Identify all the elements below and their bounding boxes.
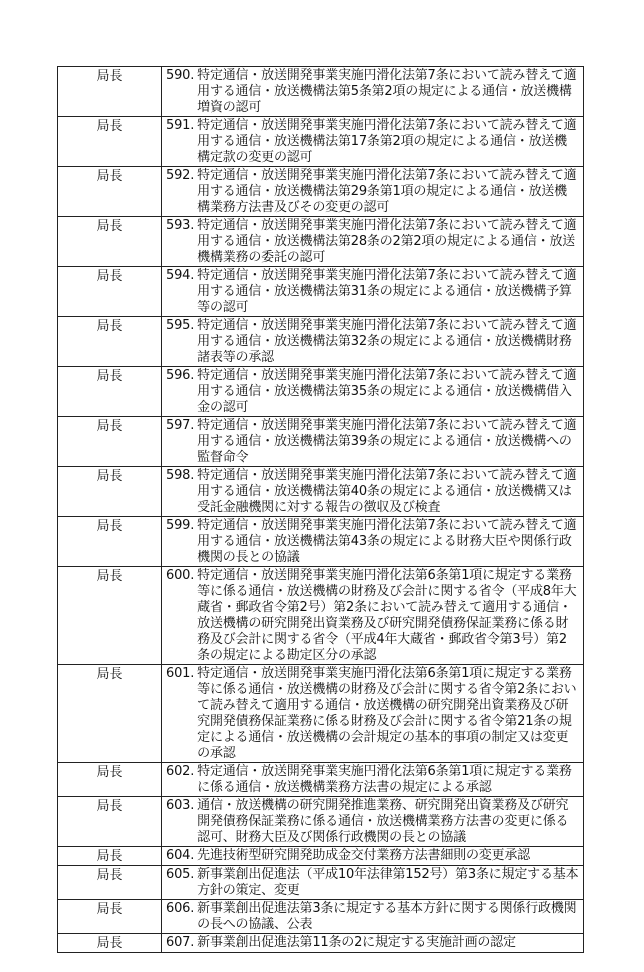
table-row xyxy=(58,567,584,665)
item-text: 新事業創出促進法（平成10年法律第152号）第3条に規定する基本方針の策定、変更 xyxy=(197,867,579,898)
description-content xyxy=(166,867,579,899)
description-cell xyxy=(162,467,584,517)
table-row xyxy=(58,797,584,847)
description-content xyxy=(166,218,579,266)
table-row xyxy=(58,417,584,467)
role-cell: 局長 xyxy=(58,517,162,567)
description-cell xyxy=(162,934,584,953)
description-cell xyxy=(162,900,584,934)
table-row xyxy=(58,217,584,267)
description-cell xyxy=(162,317,584,367)
description-content xyxy=(166,568,579,664)
item-number: 600. xyxy=(166,568,195,583)
description-content xyxy=(166,901,579,933)
description-cell xyxy=(162,847,584,866)
description-cell xyxy=(162,567,584,665)
role-cell: 局長 xyxy=(58,417,162,467)
description-content xyxy=(166,666,579,762)
table-row xyxy=(58,117,584,167)
item-number: 602. xyxy=(166,764,195,779)
item-text: 特定通信・放送開発事業実施円滑化法第7条において読み替えて適用する通信・放送機構法第28条の2第2項の規定による通信・放送機構業務の委託の認可 xyxy=(197,218,577,265)
description-content xyxy=(166,68,579,116)
item-text: 特定通信・放送開発事業実施円滑化法第6条第1項に規定する業務等に係る通信・放送機構の財務及び会計に関する省令（平成8年大蔵省・郵政省令第2号）第2条において読み替えて適用する通信・放送機構の研究開発出資業務及び研究開発債務保証業務に係る財務及び会計に関する省令（平成4年大蔵省・郵政省令第3号）第2条の規定による勘定区分の承認 xyxy=(197,568,577,663)
item-text: 特定通信・放送開発事業実施円滑化法第7条において読み替えて適用する通信・放送機構法第39条の規定による通信・放送機構への監督命令 xyxy=(197,418,577,465)
item-number: 604. xyxy=(166,848,195,863)
description-content xyxy=(166,764,579,796)
description-content xyxy=(166,935,579,951)
item-number: 594. xyxy=(166,268,195,283)
role-cell: 局長 xyxy=(58,67,162,117)
item-text: 新事業創出促進法第3条に規定する基本方針に関する関係行政機関の長への協議、公表 xyxy=(197,901,577,932)
table-row xyxy=(58,167,584,217)
role-cell: 局長 xyxy=(58,567,162,665)
table-row xyxy=(58,763,584,797)
description-cell xyxy=(162,517,584,567)
item-number: 598. xyxy=(166,468,195,483)
role-cell: 局長 xyxy=(58,117,162,167)
table-row xyxy=(58,934,584,953)
description-content xyxy=(166,118,579,166)
role-cell: 局長 xyxy=(58,665,162,763)
description-content xyxy=(166,848,579,864)
table-row xyxy=(58,900,584,934)
item-number: 599. xyxy=(166,518,195,533)
item-text: 特定通信・放送開発事業実施円滑化法第7条において読み替えて適用する通信・放送機構法第35条の規定による通信・放送機構借入金の認可 xyxy=(197,368,577,415)
description-cell xyxy=(162,67,584,117)
role-cell: 局長 xyxy=(58,866,162,900)
table-row xyxy=(58,367,584,417)
item-number: 592. xyxy=(166,168,195,183)
item-text: 特定通信・放送開発事業実施円滑化法第6条第1項に規定する業務等に係る通信・放送機構の財務及び会計に関する省令第2条において読み替えて適用する通信・放送機構の研究開発出資業務及び研究開発債務保証業務に係る財務及び会計に関する省令第21条の規定による通信・放送機構の会計規定の基本的事項の制定又は変更の承認 xyxy=(197,666,577,761)
table-row xyxy=(58,467,584,517)
table-row xyxy=(58,317,584,367)
table-row xyxy=(58,517,584,567)
item-number: 605. xyxy=(166,867,195,882)
description-cell xyxy=(162,665,584,763)
role-cell: 局長 xyxy=(58,797,162,847)
description-cell xyxy=(162,417,584,467)
role-cell: 局長 xyxy=(58,900,162,934)
role-cell: 局長 xyxy=(58,934,162,953)
description-cell xyxy=(162,167,584,217)
table-row xyxy=(58,665,584,763)
item-number: 607. xyxy=(166,935,195,950)
description-cell xyxy=(162,866,584,900)
item-text: 特定通信・放送開発事業実施円滑化法第7条において読み替えて適用する通信・放送機構法第31条の規定による通信・放送機構予算等の認可 xyxy=(197,268,577,315)
description-cell xyxy=(162,117,584,167)
role-cell: 局長 xyxy=(58,367,162,417)
role-cell: 局長 xyxy=(58,847,162,866)
description-content xyxy=(166,318,579,366)
item-number: 590. xyxy=(166,68,195,83)
item-number: 591. xyxy=(166,118,195,133)
item-number: 597. xyxy=(166,418,195,433)
item-number: 595. xyxy=(166,318,195,333)
item-text: 通信・放送機構の研究開発推進業務、研究開発出資業務及び研究開発債務保証業務に係る通信・放送機構業務方法書の変更に係る認可、財務大臣及び関係行政機関の長との協議 xyxy=(197,798,569,845)
item-number: 603. xyxy=(166,798,195,813)
role-cell: 局長 xyxy=(58,763,162,797)
description-content xyxy=(166,518,579,566)
item-text: 特定通信・放送開発事業実施円滑化法第7条において読み替えて適用する通信・放送機構法第29条第1項の規定による通信・放送機構業務方法書及びその変更の認可 xyxy=(197,168,577,215)
description-cell xyxy=(162,763,584,797)
description-content xyxy=(166,798,579,846)
item-number: 601. xyxy=(166,666,195,681)
item-text: 先進技術型研究開発助成金交付業務方法書細則の変更承認 xyxy=(197,848,530,863)
description-content xyxy=(166,418,579,466)
role-cell: 局長 xyxy=(58,217,162,267)
item-text: 特定通信・放送開発事業実施円滑化法第6条第1項に規定する業務に係る通信・放送機構業務方法書の規定による承認 xyxy=(197,764,572,795)
role-cell: 局長 xyxy=(58,267,162,317)
role-cell: 局長 xyxy=(58,167,162,217)
item-text: 新事業創出促進法第11条の2に規定する実施計画の認定 xyxy=(197,935,516,950)
item-text: 特定通信・放送開発事業実施円滑化法第7条において読み替えて適用する通信・放送機構法第17条第2項の規定による通信・放送機構定款の変更の認可 xyxy=(197,118,577,165)
description-cell xyxy=(162,367,584,417)
description-cell xyxy=(162,217,584,267)
item-text: 特定通信・放送開発事業実施円滑化法第7条において読み替えて適用する通信・放送機構法第5条第2項の規定による通信・放送機構増資の認可 xyxy=(197,68,577,115)
role-cell: 局長 xyxy=(58,317,162,367)
table-row xyxy=(58,847,584,866)
table-row xyxy=(58,267,584,317)
table-row xyxy=(58,866,584,900)
item-number: 593. xyxy=(166,218,195,233)
description-content xyxy=(166,368,579,416)
item-number: 606. xyxy=(166,901,195,916)
item-number: 596. xyxy=(166,368,195,383)
item-text: 特定通信・放送開発事業実施円滑化法第7条において読み替えて適用する通信・放送機構法第32条の規定による通信・放送機構財務諸表等の承認 xyxy=(197,318,577,365)
description-content xyxy=(166,268,579,316)
item-text: 特定通信・放送開発事業実施円滑化法第7条において読み替えて適用する通信・放送機構法第43条の規定による財務大臣や関係行政機関の長との協議 xyxy=(197,518,577,565)
description-content xyxy=(166,468,579,516)
description-cell xyxy=(162,267,584,317)
role-cell: 局長 xyxy=(58,467,162,517)
table-row xyxy=(58,67,584,117)
delegation-table xyxy=(57,66,584,953)
table-body xyxy=(58,67,584,953)
description-content xyxy=(166,168,579,216)
item-text: 特定通信・放送開発事業実施円滑化法第7条において読み替えて適用する通信・放送機構法第40条の規定による通信・放送機構又は受託金融機関に対する報告の徴収及び検査 xyxy=(197,468,577,515)
description-cell xyxy=(162,797,584,847)
